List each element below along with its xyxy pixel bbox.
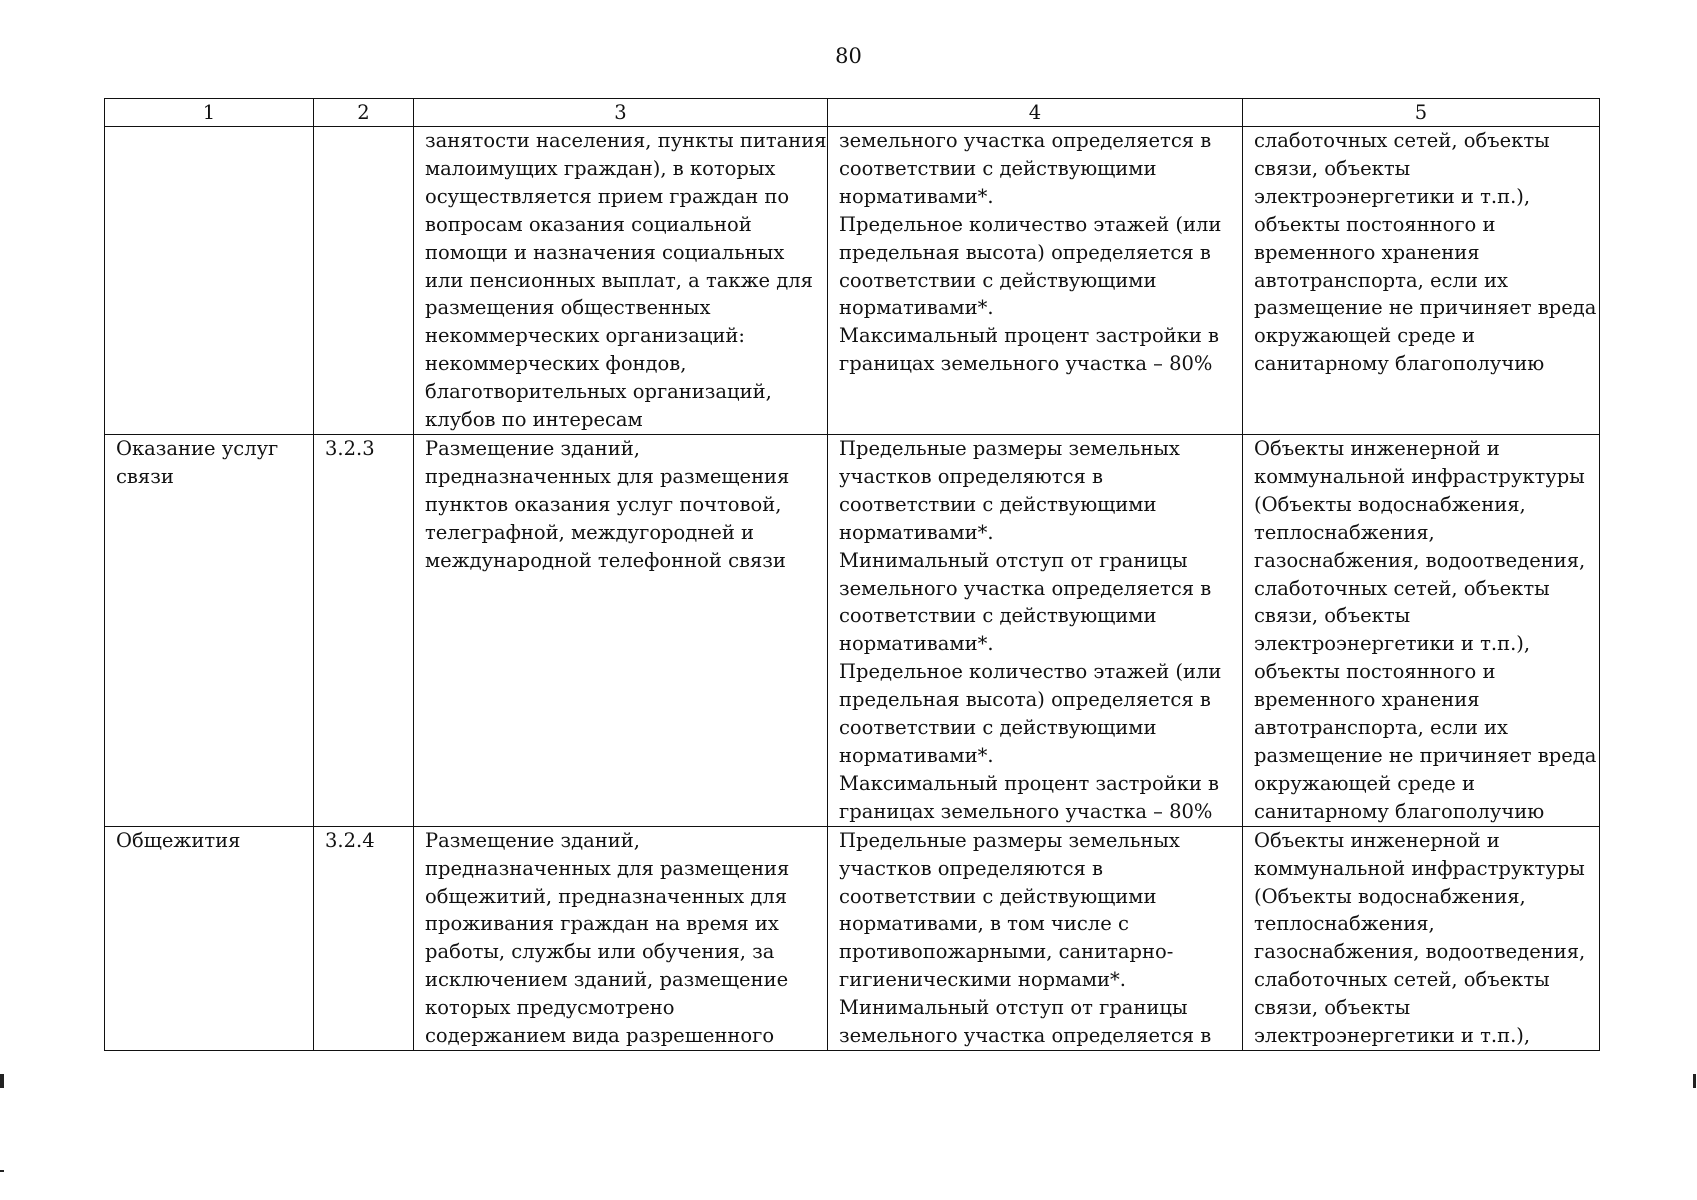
description-line: размещения общественных bbox=[425, 296, 711, 320]
name-line: Оказание услуг bbox=[116, 437, 279, 460]
auxiliary-line: электроэнергетики и т.п.), bbox=[1254, 1024, 1531, 1048]
auxiliary-line: слаботочных сетей, объекты bbox=[1254, 968, 1550, 992]
parameters-line: гигиеническими нормами*. bbox=[839, 968, 1126, 992]
use-code-cell bbox=[314, 435, 414, 827]
column-header-4: 4 bbox=[828, 99, 1243, 127]
use-name-cell bbox=[105, 826, 314, 1050]
auxiliary-line: теплоснабжения, bbox=[1254, 520, 1435, 544]
name-line: связи bbox=[116, 464, 174, 488]
description-line: некоммерческих фондов, bbox=[425, 352, 687, 376]
auxiliary-line: (Объекты водоснабжения, bbox=[1254, 492, 1526, 516]
use-code-cell bbox=[314, 127, 414, 435]
description-line: клубов по интересам bbox=[425, 408, 643, 432]
parameters-line: соответствии с действующими bbox=[839, 156, 1157, 180]
auxiliary-line: электроэнергетики и т.п.), bbox=[1254, 184, 1531, 208]
parameters-line: Минимальный отступ от границы bbox=[839, 996, 1188, 1020]
regulations-table bbox=[104, 98, 1600, 1051]
description-line: Размещение зданий, bbox=[425, 828, 640, 852]
parameters-line: Предельное количество этажей (или bbox=[839, 212, 1222, 236]
auxiliary-line: газоснабжения, водоотведения, bbox=[1254, 548, 1586, 572]
description-line: малоимущих граждан), в которых bbox=[425, 156, 776, 180]
parameters-line: нормативами*. bbox=[839, 184, 994, 208]
header-row bbox=[105, 99, 1600, 127]
parameters-line: Максимальный процент застройки в bbox=[839, 771, 1220, 795]
description-line: предназначенных для размещения bbox=[425, 464, 790, 488]
description-line: Размещение зданий, bbox=[425, 437, 640, 460]
parameters-line: соответствии с действующими bbox=[839, 716, 1157, 740]
parameters-line: предельная высота) определяется в bbox=[839, 240, 1211, 264]
parameters-line: соответствии с действующими bbox=[839, 884, 1157, 908]
description-line: работы, службы или обучения, за bbox=[425, 940, 775, 964]
description-line: исключением зданий, размещение bbox=[425, 968, 789, 992]
description-line: общежитий, предназначенных для bbox=[425, 884, 788, 908]
table-row bbox=[105, 826, 1600, 1050]
auxiliary-line: связи, объекты bbox=[1254, 996, 1411, 1020]
parameters-line: границах земельного участка – 80% bbox=[839, 352, 1213, 376]
parameters-line: Предельные размеры земельных bbox=[839, 437, 1180, 460]
description-line: содержанием вида разрешенного bbox=[425, 1024, 775, 1048]
parameters-line: Минимальный отступ от границы bbox=[839, 548, 1188, 572]
column-header-1: 1 bbox=[105, 99, 314, 127]
description-line: международной телефонной связи bbox=[425, 548, 786, 572]
auxiliary-line: электроэнергетики и т.п.), bbox=[1254, 632, 1531, 656]
description-line: некоммерческих организаций: bbox=[425, 324, 745, 348]
auxiliary-uses-cell bbox=[1243, 826, 1600, 1050]
auxiliary-line: санитарному благополучию bbox=[1254, 352, 1545, 376]
auxiliary-line: коммунальной инфраструктуры bbox=[1254, 856, 1585, 880]
description-line: проживания граждан на время их bbox=[425, 912, 779, 936]
table-row bbox=[105, 127, 1600, 435]
description-line: занятости населения, пункты питания bbox=[425, 129, 827, 152]
auxiliary-line: Объекты инженерной и bbox=[1254, 828, 1500, 852]
parameters-line: Предельные размеры земельных bbox=[839, 828, 1180, 852]
column-header-3: 3 bbox=[414, 99, 828, 127]
description-line: или пенсионных выплат, а также для bbox=[425, 268, 813, 292]
parameters-line: соответствии с действующими bbox=[839, 492, 1157, 516]
column-header-2: 2 bbox=[314, 99, 414, 127]
auxiliary-line: слаботочных сетей, объекты bbox=[1254, 129, 1550, 152]
parameters-line: Максимальный процент застройки в bbox=[839, 324, 1220, 348]
column-header-5: 5 bbox=[1243, 99, 1600, 127]
parameters-line: нормативами, в том числе с bbox=[839, 912, 1129, 936]
use-name-cell bbox=[105, 127, 314, 435]
parameters-cell bbox=[828, 826, 1243, 1050]
auxiliary-line: (Объекты водоснабжения, bbox=[1254, 884, 1526, 908]
auxiliary-line: окружающей среде и bbox=[1254, 771, 1475, 795]
auxiliary-uses-cell bbox=[1243, 127, 1600, 435]
parameters-line: земельного участка определяется в bbox=[839, 129, 1212, 152]
scan-edge-mark bbox=[0, 1074, 4, 1088]
use-code-cell bbox=[314, 826, 414, 1050]
description-line: пунктов оказания услуг почтовой, bbox=[425, 492, 782, 516]
auxiliary-line: автотранспорта, если их bbox=[1254, 268, 1509, 292]
auxiliary-line: временного хранения bbox=[1254, 688, 1480, 712]
page-number: 80 bbox=[835, 44, 862, 68]
auxiliary-line: слаботочных сетей, объекты bbox=[1254, 576, 1550, 600]
auxiliary-uses-cell bbox=[1243, 435, 1600, 827]
parameters-line: Предельное количество этажей (или bbox=[839, 660, 1222, 684]
parameters-line: нормативами*. bbox=[839, 743, 994, 767]
description-line: предназначенных для размещения bbox=[425, 856, 790, 880]
parameters-cell bbox=[828, 435, 1243, 827]
code-line: 3.2.3 bbox=[325, 437, 375, 460]
parameters-line: противопожарными, санитарно- bbox=[839, 940, 1174, 964]
parameters-line: земельного участка определяется в bbox=[839, 1024, 1212, 1048]
parameters-line: предельная высота) определяется в bbox=[839, 688, 1211, 712]
auxiliary-line: коммунальной инфраструктуры bbox=[1254, 464, 1585, 488]
use-name-cell bbox=[105, 435, 314, 827]
description-line: благотворительных организаций, bbox=[425, 380, 772, 404]
description-line: вопросам оказания социальной bbox=[425, 212, 752, 236]
parameters-line: участков определяются в bbox=[839, 856, 1103, 880]
auxiliary-line: окружающей среде и bbox=[1254, 324, 1475, 348]
description-cell bbox=[414, 127, 828, 435]
auxiliary-line: газоснабжения, водоотведения, bbox=[1254, 940, 1586, 964]
parameters-line: нормативами*. bbox=[839, 296, 994, 320]
auxiliary-line: автотранспорта, если их bbox=[1254, 716, 1509, 740]
description-cell bbox=[414, 826, 828, 1050]
parameters-line: нормативами*. bbox=[839, 520, 994, 544]
description-line: помощи и назначения социальных bbox=[425, 240, 785, 264]
parameters-line: земельного участка определяется в bbox=[839, 576, 1212, 600]
auxiliary-line: объекты постоянного и bbox=[1254, 660, 1496, 684]
auxiliary-line: объекты постоянного и bbox=[1254, 212, 1496, 236]
description-line: телеграфной, междугородней и bbox=[425, 520, 755, 544]
auxiliary-line: Объекты инженерной и bbox=[1254, 437, 1500, 460]
scan-edge-mark bbox=[1693, 1074, 1696, 1088]
parameters-line: границах земельного участка – 80% bbox=[839, 799, 1213, 823]
name-line: Общежития bbox=[116, 828, 241, 852]
code-line: 3.2.4 bbox=[325, 828, 375, 852]
auxiliary-line: санитарному благополучию bbox=[1254, 799, 1545, 823]
description-line: осуществляется прием граждан по bbox=[425, 184, 790, 208]
parameters-cell bbox=[828, 127, 1243, 435]
auxiliary-line: связи, объекты bbox=[1254, 604, 1411, 628]
parameters-line: соответствии с действующими bbox=[839, 268, 1157, 292]
parameters-line: участков определяются в bbox=[839, 464, 1103, 488]
auxiliary-line: временного хранения bbox=[1254, 240, 1480, 264]
auxiliary-line: теплоснабжения, bbox=[1254, 912, 1435, 936]
parameters-line: нормативами*. bbox=[839, 632, 994, 656]
scan-edge-mark bbox=[0, 1170, 4, 1172]
description-cell bbox=[414, 435, 828, 827]
auxiliary-line: связи, объекты bbox=[1254, 156, 1411, 180]
description-line: которых предусмотрено bbox=[425, 996, 675, 1020]
parameters-line: соответствии с действующими bbox=[839, 604, 1157, 628]
auxiliary-line: размещение не причиняет вреда bbox=[1254, 296, 1597, 320]
auxiliary-line: размещение не причиняет вреда bbox=[1254, 743, 1597, 767]
table-row bbox=[105, 435, 1600, 827]
